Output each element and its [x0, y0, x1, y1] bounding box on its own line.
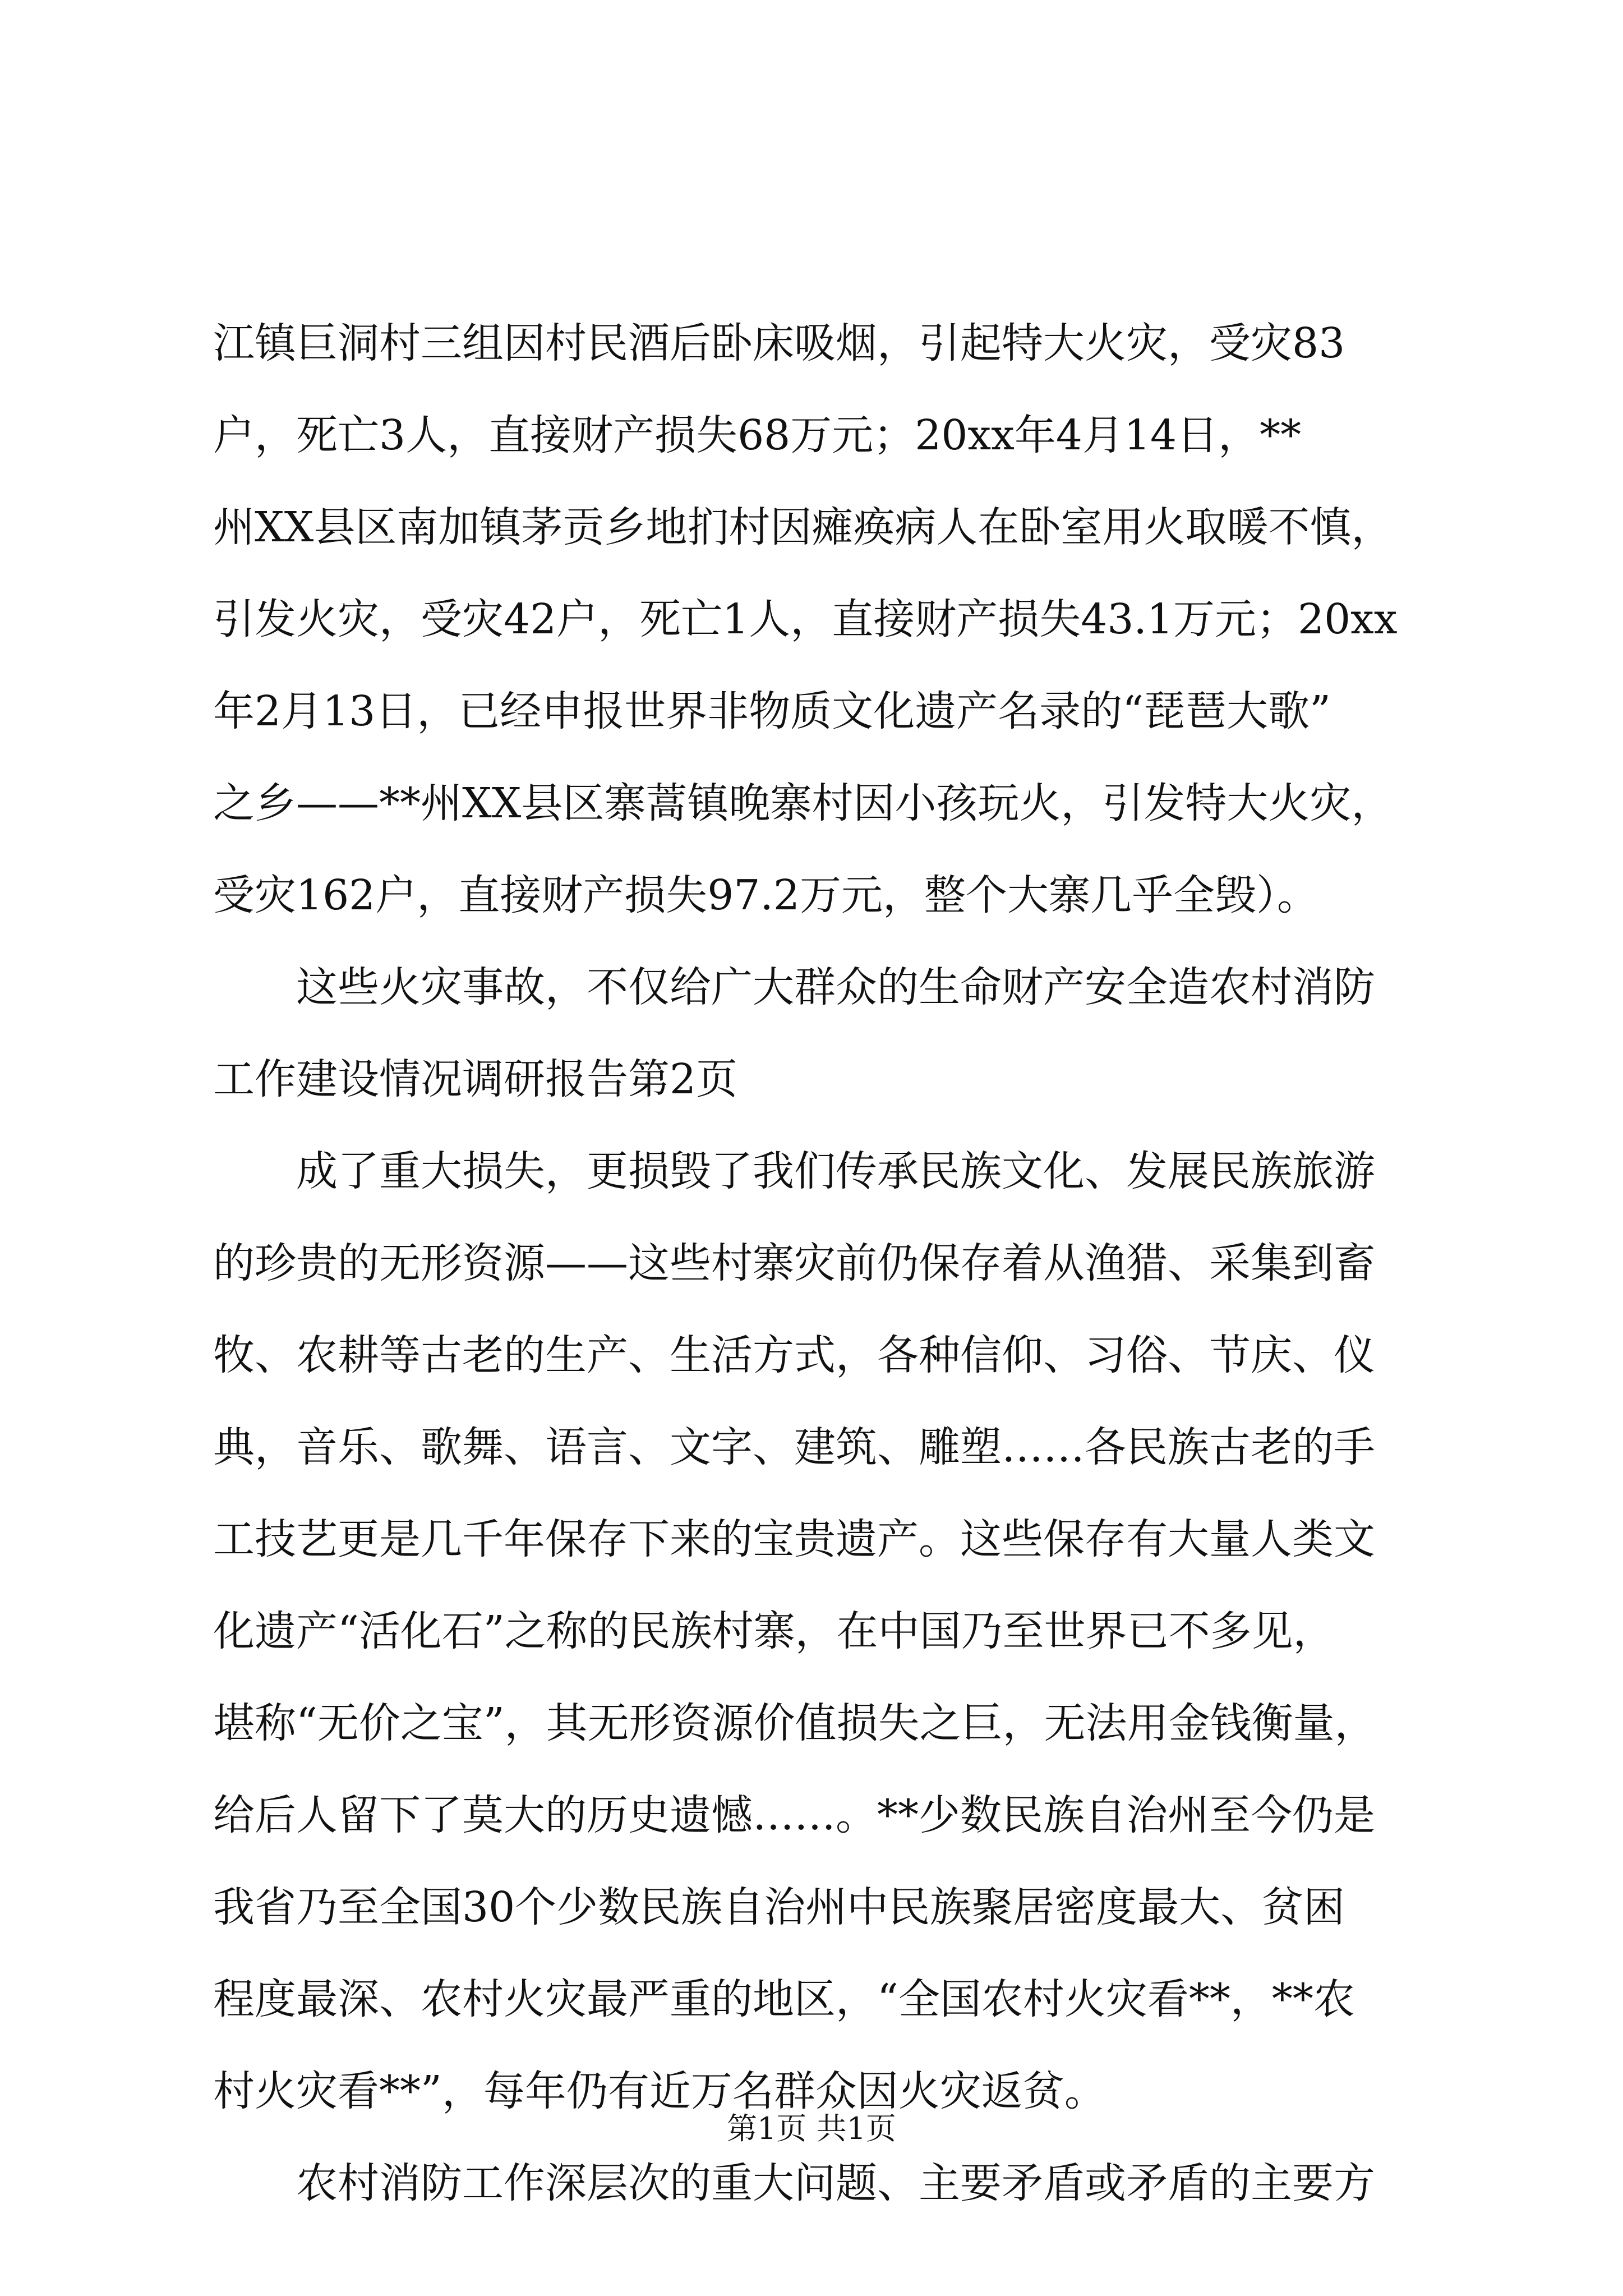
text-line: 村火灾看**”，每年仍有近万名群众因火灾返贫。	[213, 2067, 1106, 2115]
text-line: 受灾162户，直接财产损失97.2万元，整个大寨几乎全毁）。	[213, 871, 1319, 919]
document-body	[213, 297, 1424, 2229]
text-line: 之乡——**州XX县区寨蒿镇晚寨村因小孩玩火，引发特大火灾，	[213, 779, 1393, 827]
text-line: 农村消防工作深层次的重大问题、主要矛盾或矛盾的主要方	[213, 2159, 1375, 2207]
text-line: 年2月13日，已经申报世界非物质文化遗产名录的“琵琶大歌”	[213, 687, 1331, 735]
text-line: 户，死亡3人，直接财产损失68万元；20xx年4月14日，**	[213, 411, 1302, 459]
text-line: 程度最深、农村火灾最严重的地区，“全国农村火灾看**，**农	[213, 1975, 1355, 2023]
text-line: 牧、农耕等古老的生产、生活方式，各种信仰、习俗、节庆、仪	[213, 1331, 1375, 1379]
text-line: 工技艺更是几千年保存下来的宝贵遗产。这些保存有大量人类文	[213, 1515, 1375, 1563]
page-footer: 第1页 共1页	[727, 2111, 896, 2146]
text-line: 引发火灾，受灾42户，死亡1人，直接财产损失43.1万元；20xx	[213, 595, 1398, 643]
text-line: 工作建设情况调研报告第2页	[213, 1055, 738, 1103]
text-line: 堪称“无价之宝”，其无形资源价值损失之巨，无法用金钱衡量，	[213, 1699, 1376, 1747]
text-line: 江镇巨洞村三组因村民酒后卧床吸烟，引起特大火灾，受灾83	[213, 319, 1345, 367]
text-line: 这些火灾事故，不仅给广大群众的生命财产安全造农村消防	[213, 963, 1375, 1011]
text-line: 我省乃至全国30个少数民族自治州中民族聚居密度最大、贫困	[213, 1883, 1345, 1931]
text-line: 的珍贵的无形资源——这些村寨灾前仍保存着从渔猎、采集到畜	[213, 1239, 1375, 1287]
text-line: 州XX县区南加镇茅贡乡地扪村因瘫痪病人在卧室用火取暖不慎，	[213, 503, 1393, 551]
text-line: 给后人留下了莫大的历史遗憾……。**少数民族自治州至今仍是	[213, 1791, 1375, 1839]
text-line: 成了重大损失，更损毁了我们传承民族文化、发展民族旅游	[213, 1147, 1375, 1195]
text-line: 典，音乐、歌舞、语言、文字、建筑、雕塑……各民族古老的手	[213, 1423, 1375, 1471]
text-line: 化遗产“活化石”之称的民族村寨，在中国乃至世界已不多见，	[213, 1607, 1335, 1655]
